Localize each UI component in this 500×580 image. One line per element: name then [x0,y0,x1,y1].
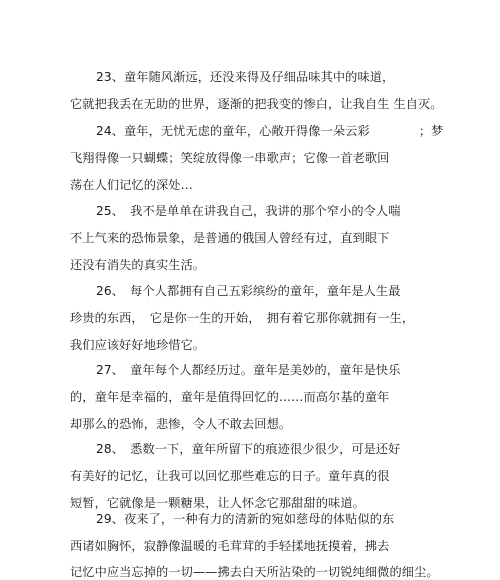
paragraph-first-line: 29、夜来了，一种有力的清新的宛如慈母的体贴似的东 [96,512,395,526]
paragraph-line: 却那么的恐怖，悲惨，令人不敢去回想。 [70,417,292,431]
paragraph-first-line: 24、童年，无忧无虑的童年，心敞开得像一朵云彩 ；梦 [96,124,444,138]
paragraph-first-line: 26、 每个人都拥有自己五彩缤纷的童年，童年是人生最 [96,284,401,298]
paragraph-line: 飞翔得像一只蝴蝶；笑绽放得像一串歌声；它像一首老歌回 [70,151,390,165]
paragraph-line: 不上气来的恐怖景象，是普通的俄国人曾经有过，直到眼下 [70,231,390,245]
paragraph-line: 短暂，它就像是一颗糖果，让人怀念它那甜甜的味道。 [70,496,365,510]
paragraph-line: 我们应该好好地珍惜它。 [70,338,206,352]
paragraph-line: 它就把我丢在无助的世界，逐渐的把我变的惨白，让我自生 生自灭。 [70,97,443,111]
paragraph-line: 记忆中应当忘掉的一切——拂去白天所沾染的一切锐纯细微的细尘。 [70,565,439,579]
paragraph-first-line: 25、 我不是单单在讲我自己，我讲的那个窄小的令人喘 [96,204,401,218]
paragraph-line: 的，童年是幸福的，童年是值得回忆的……而高尔基的童年 [70,390,390,404]
paragraph-line: 西诸如胸怀，寂静像温暖的毛茸茸的手轻揉地抚摸着，拂去 [70,539,390,553]
paragraph-first-line: 27、 童年每个人都经历过。童年是美妙的，童年是快乐 [96,363,401,377]
paragraph-first-line: 28、 悉数一下，童年所留下的痕迹很少很少，可是还好 [96,442,401,456]
paragraph-line: 有美好的记忆，让我可以回忆那些难忘的日子。童年真的很 [70,469,390,483]
paragraph-line: 荡在人们记忆的深处… [70,178,193,192]
paragraph-first-line: 23、童年随风渐远，还没来得及仔细品味其中的味道， [96,70,395,84]
paragraph-line: 还没有消失的真实生活。 [70,258,206,272]
paragraph-line: 珍贵的东西， 它是你一生的开始， 拥有着它那你就拥有一生， [70,311,415,325]
